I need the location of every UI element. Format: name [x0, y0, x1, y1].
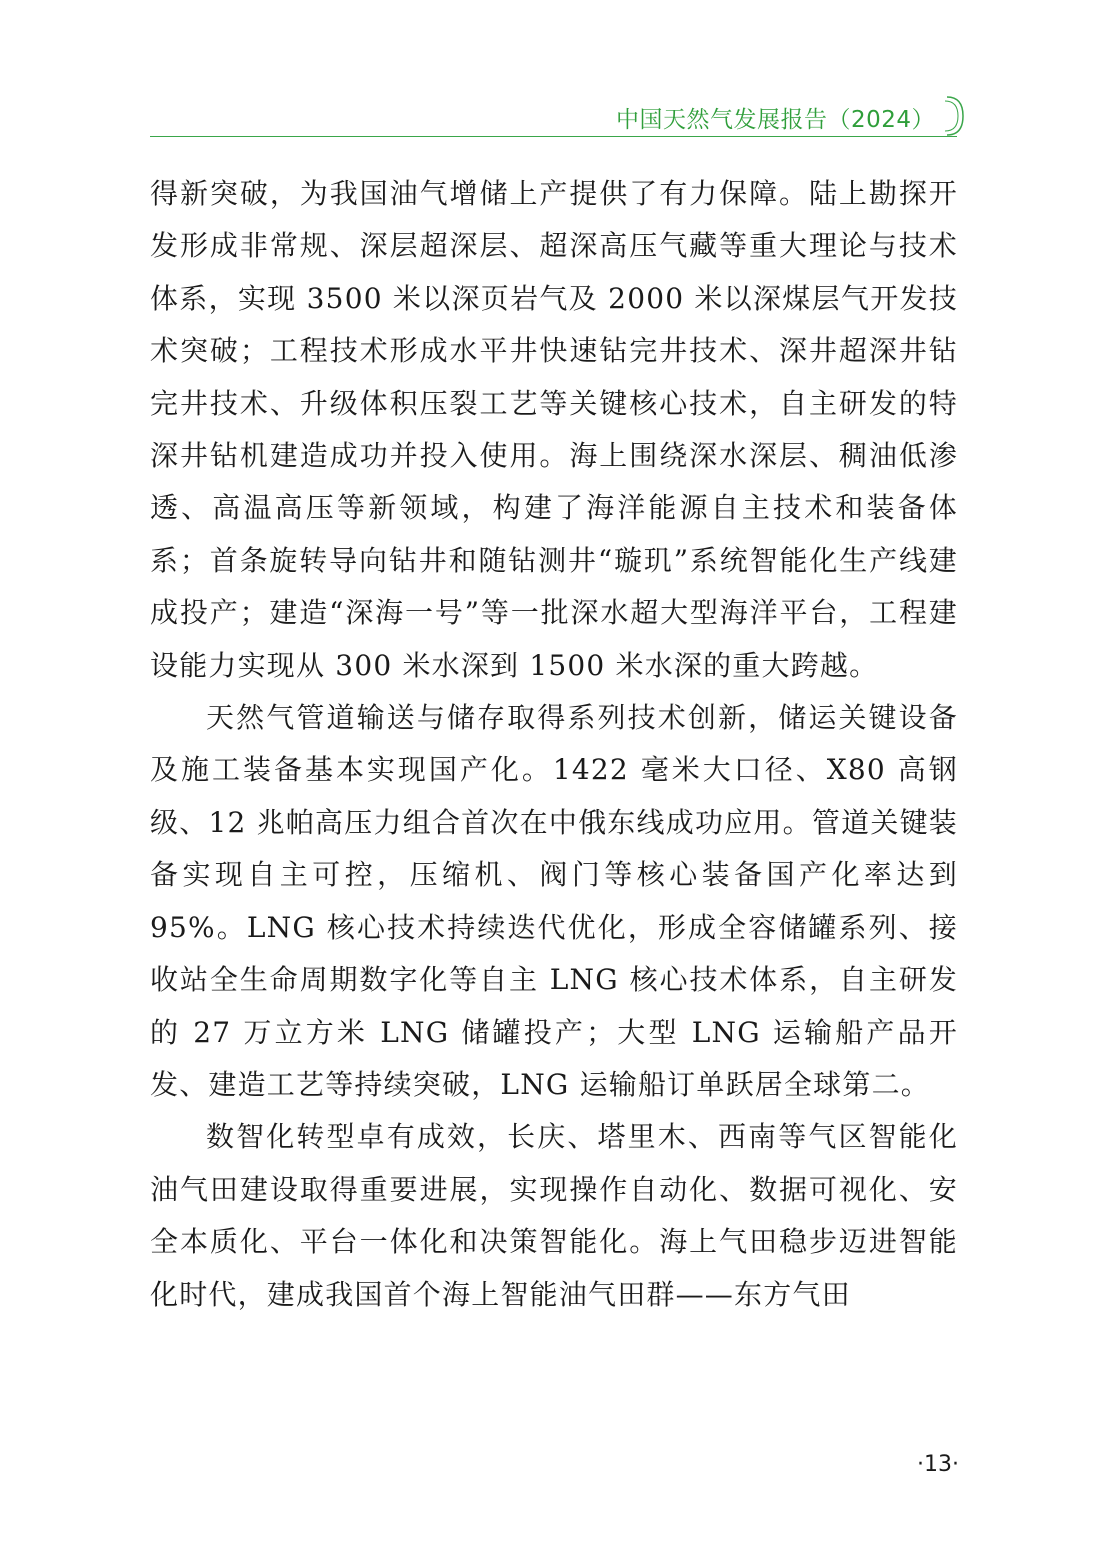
paragraph-continued: 得新突破，为我国油气增储上产提供了有力保障。陆上勘探开发形成非常规、深层超深层、超深高压气藏等重大理论与技术体系，实现 3500 米以深页岩气及 2000 米以深煤层气开发技术突破；工程技术形成水平井快速钻完井技术、深井超深井钻完井技术、升级体积压裂工艺等关键核心技术，自主研发的特深井钻机建造成功并投入使用。海上围绕深水深层、稠油低渗透、高温高压等新领域，构建了海洋能源自主技术和装备体系；首条旋转导向钻井和随钻测井“璇玑”系统智能化生产线建成投产；建造“深海一号”等一批深水超大型海洋平台，工程建设能力实现从 300 米水深到 1500 米水深的重大跨越。	[150, 177, 958, 682]
body-text	[150, 168, 958, 1321]
header-rule	[150, 136, 957, 137]
paragraph-pipeline-storage: 天然气管道输送与储存取得系列技术创新，储运关键设备及施工装备基本实现国产化。1422 毫米大口径、X80 高钢级、12 兆帕高压力组合首次在中俄东线成功应用。管道关键装备实现自主可控，压缩机、阀门等核心装备国产化率达到 95%。LNG 核心技术持续迭代优化，形成全容储罐系列、接收站全生命周期数字化等自主 LNG 核心技术体系，自主研发的 27 万立方米 LNG 储罐投产；大型 LNG 运输船产品开发、建造工艺等持续突破，LNG 运输船订单跃居全球第二。	[150, 701, 958, 1101]
header-bracket-decoration	[945, 95, 965, 137]
running-header	[150, 95, 965, 137]
paragraph-digital-transformation: 数智化转型卓有成效，长庆、塔里木、西南等气区智能化油气田建设取得重要进展，实现操作自动化、数据可视化、安全本质化、平台一体化和决策智能化。海上气田稳步迈进智能化时代，建成我国首个海上智能油气田群——东方气田	[150, 1120, 958, 1311]
header-title: 中国天然气发展报告（2024）	[615, 107, 935, 133]
page-number: ·13·	[917, 1452, 959, 1477]
